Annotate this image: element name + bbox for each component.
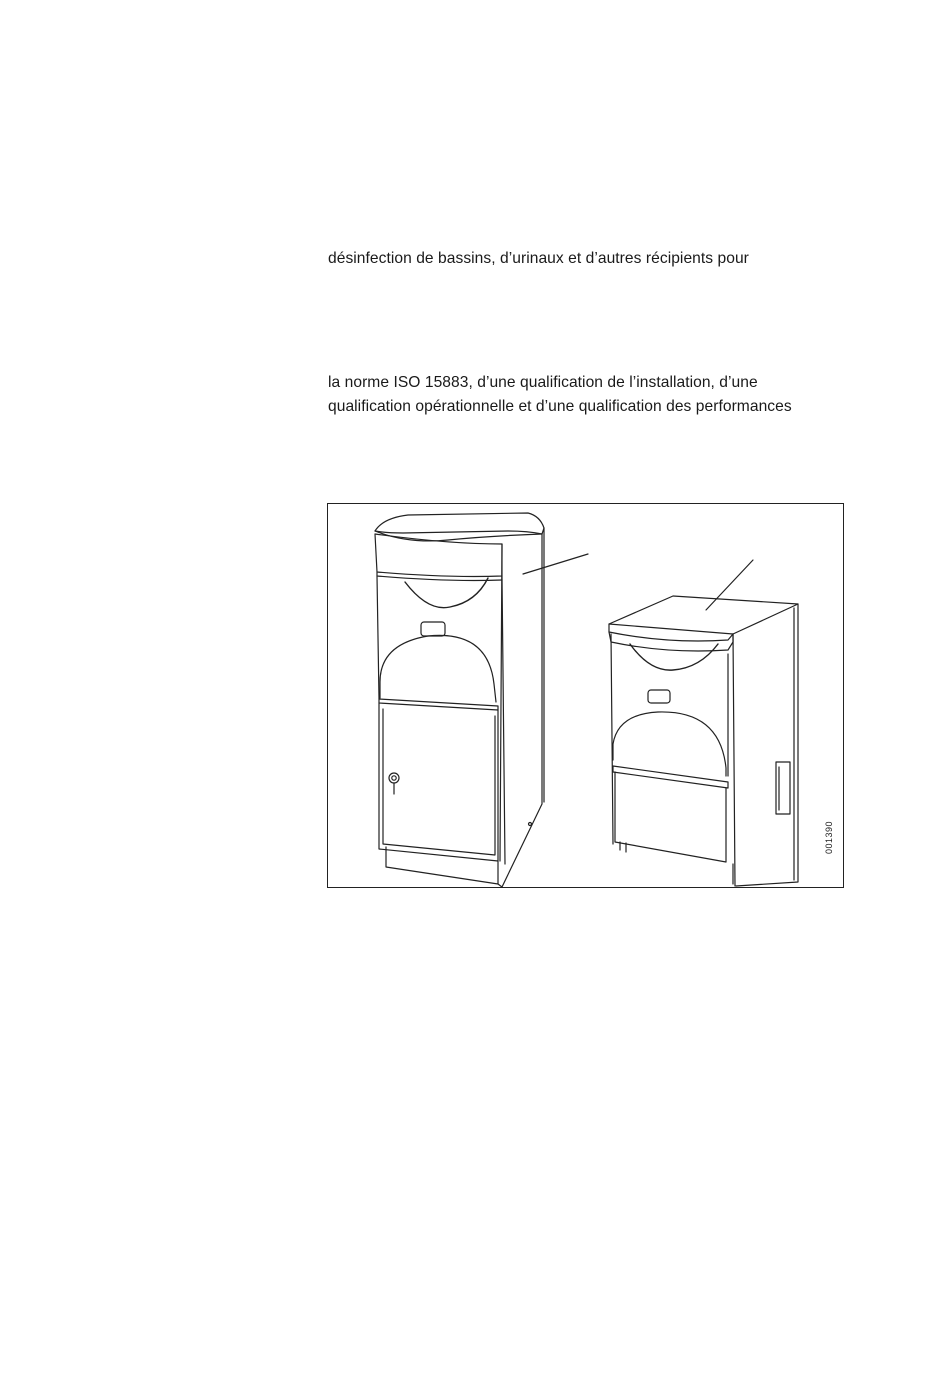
tall-unit-drawing: [375, 513, 588, 887]
compact-unit-drawing: [609, 560, 798, 886]
paragraph-2-line-1: la norme ISO 15883, d’une qualification de l’installation, d’une: [328, 374, 758, 391]
paragraph-2-line-2: qualification opérationnelle et d’une qualification des performances: [328, 398, 792, 415]
paragraph-1-line-1: désinfection de bassins, d’urinaux et d’autres récipients pour: [328, 250, 749, 267]
figure-code: 001390: [824, 820, 834, 854]
appliance-figure: [327, 503, 844, 888]
appliance-illustration: [328, 504, 845, 889]
